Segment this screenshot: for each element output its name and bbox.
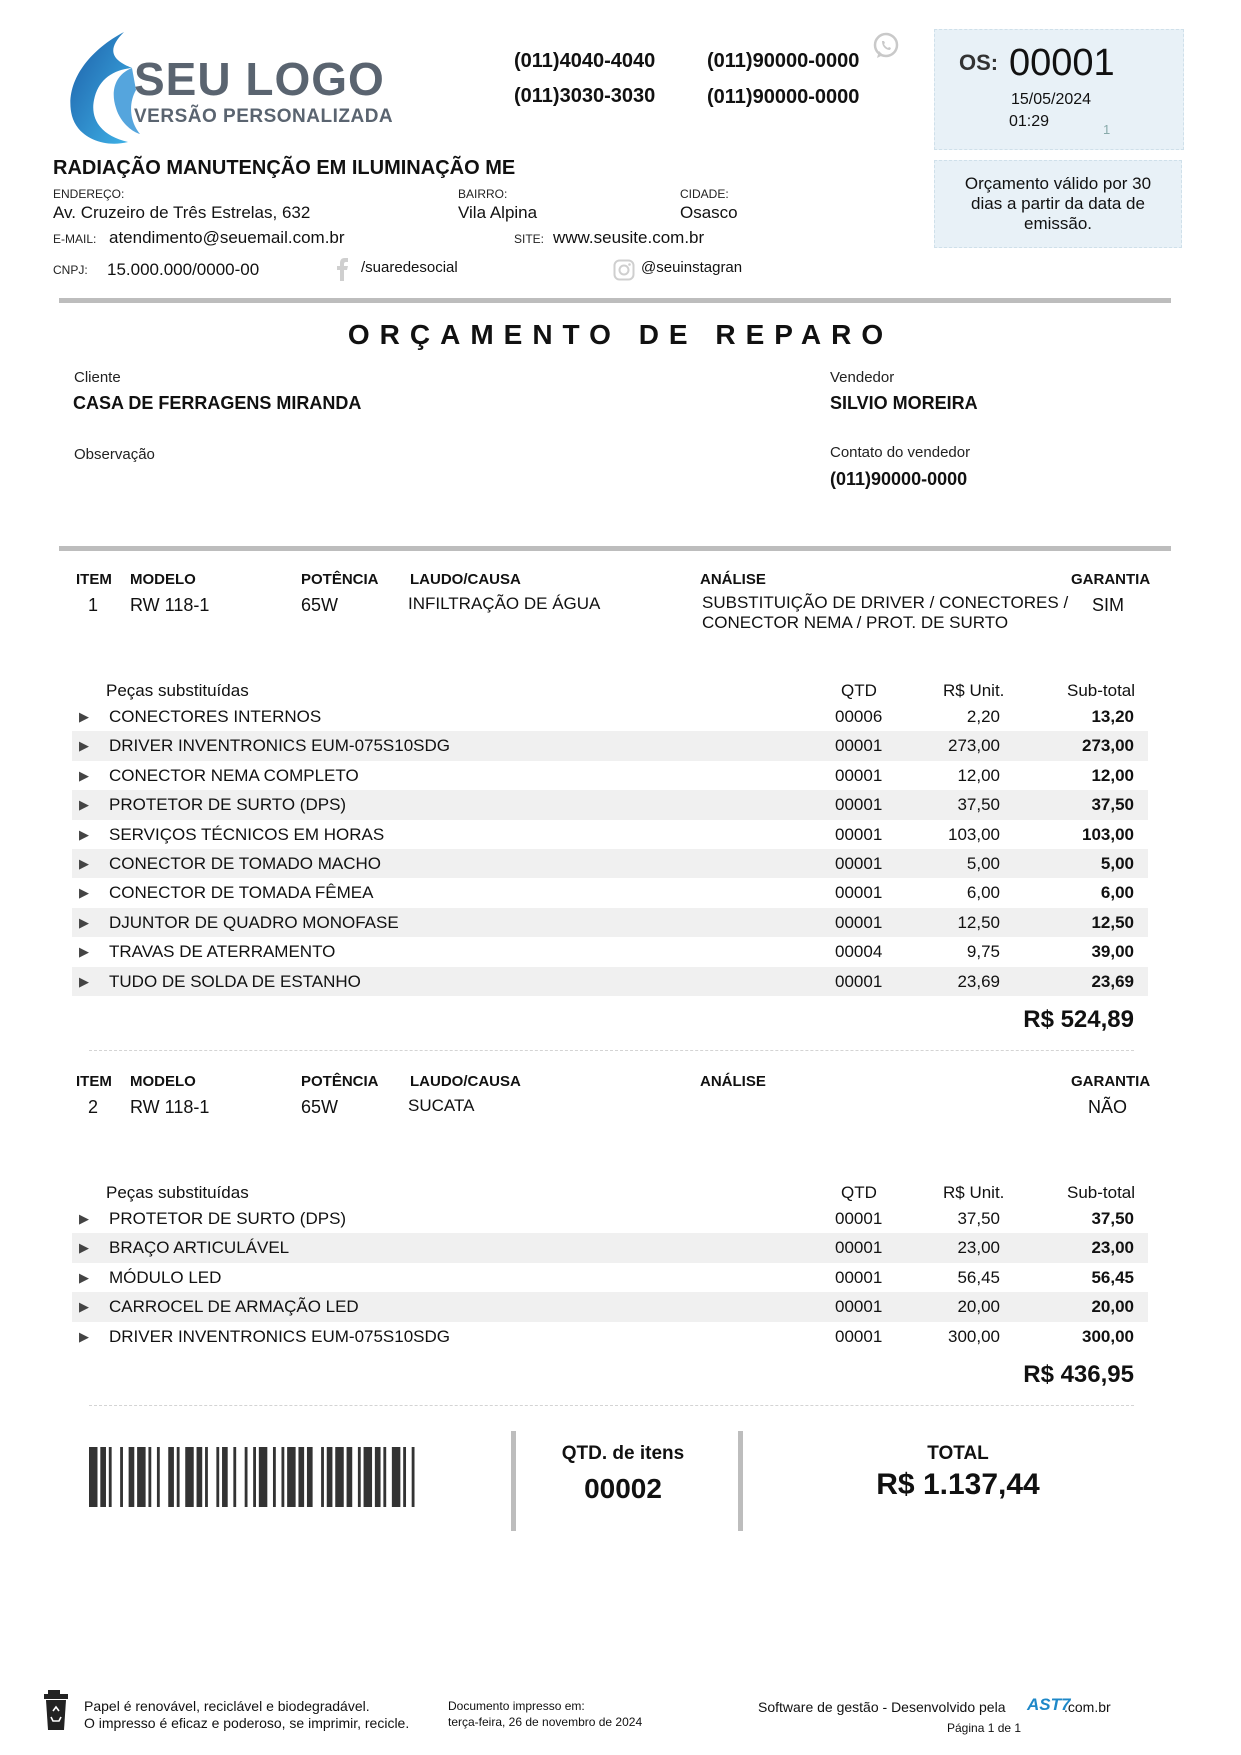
recycle-text-1: Papel é renovável, reciclável e biodegradável. — [84, 1698, 370, 1714]
col-item: ITEM — [76, 571, 112, 588]
parts-qty-header: QTD — [841, 1183, 877, 1202]
part-description: TRAVAS DE ATERRAMENTO — [109, 942, 336, 962]
part-qty: 00001 — [835, 795, 883, 815]
part-row — [72, 820, 1148, 849]
barcode-bar — [222, 1447, 228, 1507]
col-power: POTÊNCIA — [301, 571, 379, 588]
logo-swoosh — [66, 30, 142, 148]
part-row — [72, 702, 1148, 731]
item-separator — [89, 1050, 1134, 1051]
barcode-bar — [185, 1447, 193, 1507]
part-unit-price: 2,20 — [966, 707, 1000, 726]
barcode-bar — [273, 1447, 276, 1507]
os-number: 00001 — [1009, 42, 1115, 84]
barcode-bar — [347, 1447, 353, 1507]
row-arrow-icon: ▶ — [79, 944, 89, 960]
phone-4: (011)90000-0000 — [707, 86, 860, 108]
item-total: R$ 436,95 — [1023, 1361, 1134, 1388]
part-qty: 00001 — [835, 824, 883, 844]
summary-divider-right — [738, 1431, 743, 1531]
barcode-bar — [259, 1447, 267, 1507]
part-qty: 00001 — [835, 1267, 883, 1287]
col-item: ITEM — [76, 1073, 112, 1090]
item-cause: SUCATA — [408, 1096, 475, 1115]
item-warranty: NÃO — [1088, 1097, 1128, 1117]
parts-subtotal-header: Sub-total — [1067, 1183, 1136, 1202]
row-arrow-icon: ▶ — [79, 973, 89, 989]
part-qty: 00001 — [835, 765, 883, 785]
whatsapp-icon — [871, 31, 901, 61]
email-value: atendimento@seuemail.com.br — [109, 228, 345, 247]
part-row — [72, 1263, 1148, 1292]
part-subtotal: 13,20 — [1091, 707, 1134, 726]
parts-header: Peças substituídas — [106, 681, 249, 700]
recycle-bin-icon — [42, 1689, 70, 1731]
parts-list — [72, 1204, 1148, 1351]
part-row — [72, 908, 1148, 937]
barcode-bar — [307, 1447, 313, 1507]
row-arrow-icon: ▶ — [79, 914, 89, 930]
part-description: SERVIÇOS TÉCNICOS EM HORAS — [109, 824, 385, 844]
part-row — [72, 967, 1148, 996]
barcode-bar — [157, 1447, 160, 1507]
part-qty: 00001 — [835, 736, 883, 756]
row-arrow-icon: ▶ — [79, 797, 89, 813]
part-subtotal: 37,50 — [1091, 1209, 1134, 1228]
part-unit-price: 273,00 — [948, 736, 1000, 756]
barcode-bar — [233, 1447, 236, 1507]
part-row — [72, 790, 1148, 819]
part-unit-price: 12,00 — [957, 765, 1000, 785]
col-model: MODELO — [130, 1073, 196, 1090]
item-warranty: SIM — [1092, 595, 1125, 615]
part-description: DJUNTOR DE QUADRO MONOFASE — [109, 912, 399, 932]
summary-divider-left — [511, 1431, 516, 1531]
row-arrow-icon: ▶ — [79, 1240, 89, 1256]
barcode-bar — [412, 1447, 415, 1507]
barcode-bar — [100, 1447, 106, 1507]
instagram-handle: @seuinstagran — [641, 259, 743, 276]
item-analysis: SUBSTITUIÇÃO DE DRIVER / CONECTORES / CONECTOR NEMA / PROT. DE SURTO — [702, 593, 1069, 632]
part-row — [72, 937, 1148, 966]
barcode-bar — [321, 1447, 324, 1507]
part-row — [72, 849, 1148, 878]
row-arrow-icon: ▶ — [79, 885, 89, 901]
row-arrow-icon: ▶ — [79, 738, 89, 754]
grand-total-value: R$ 1.137,44 — [876, 1468, 1040, 1501]
part-unit-price: 23,69 — [957, 971, 1000, 991]
row-arrow-icon: ▶ — [79, 1299, 89, 1315]
row-arrow-icon: ▶ — [79, 709, 89, 724]
part-row — [72, 1292, 1148, 1321]
part-unit-price: 56,45 — [957, 1267, 1000, 1287]
district-label: BAIRRO: — [458, 187, 508, 201]
part-subtotal: 23,00 — [1091, 1238, 1134, 1258]
phone-1: (011)4040-4040 — [514, 50, 656, 72]
grand-total-label: TOTAL — [927, 1443, 989, 1464]
barcode-bar — [335, 1447, 343, 1507]
item-total: R$ 524,89 — [1023, 1006, 1134, 1033]
part-unit-price: 23,00 — [957, 1238, 1000, 1258]
col-power: POTÊNCIA — [301, 1073, 379, 1090]
document-title: ORÇAMENTO DE REPARO — [347, 319, 894, 350]
facebook-icon — [333, 257, 351, 281]
col-analysis: ANÁLISE — [700, 571, 766, 588]
divider-items — [59, 546, 1171, 551]
part-subtotal: 6,00 — [1100, 883, 1134, 903]
barcode-bar — [129, 1447, 135, 1507]
part-unit-price: 12,50 — [957, 912, 1000, 932]
barcode-bar — [137, 1447, 145, 1507]
item-model: RW 118-1 — [130, 595, 210, 615]
part-unit-price: 9,75 — [966, 942, 1000, 962]
parts-header: Peças substituídas — [106, 1183, 249, 1202]
part-qty: 00001 — [835, 912, 883, 932]
barcode-bar — [177, 1447, 180, 1507]
email-label: E-MAIL: — [53, 232, 97, 246]
part-qty: 00001 — [835, 1209, 883, 1228]
os-box — [934, 29, 1184, 150]
printed-label: Documento impresso em: — [448, 1699, 585, 1713]
site-value: www.seusite.com.br — [553, 228, 705, 247]
part-subtotal: 273,00 — [1082, 736, 1134, 756]
part-qty: 00001 — [835, 853, 883, 873]
part-row — [72, 1233, 1148, 1262]
barcode-bar — [109, 1447, 112, 1507]
part-qty: 00001 — [835, 883, 883, 903]
row-arrow-icon: ▶ — [79, 767, 89, 783]
parts-list — [72, 702, 1148, 996]
barcode-bar — [392, 1447, 400, 1507]
part-unit-price: 37,50 — [957, 795, 1000, 815]
barcode-bar — [216, 1447, 219, 1507]
part-subtotal: 103,00 — [1082, 824, 1134, 844]
logo-text: SEU LOGO — [134, 53, 385, 105]
parts-unit-header: R$ Unit. — [943, 1183, 1005, 1202]
part-unit-price: 20,00 — [957, 1297, 1000, 1317]
logo-subtitle: VERSÃO PERSONALIZADA — [134, 106, 394, 127]
part-description: PROTETOR DE SURTO (DPS) — [109, 795, 347, 815]
client-label: Cliente — [74, 369, 121, 386]
cnpj-label: CNPJ: — [53, 263, 88, 277]
part-qty: 00001 — [835, 1326, 883, 1346]
part-row — [72, 878, 1148, 907]
divider-top — [59, 298, 1171, 303]
district-value: Vila Alpina — [458, 203, 538, 222]
col-warranty: GARANTIA — [1071, 1073, 1151, 1090]
part-description: TUDO DE SOLDA DE ESTANHO — [109, 971, 361, 991]
part-unit-price: 300,00 — [948, 1326, 1000, 1346]
barcode-bar — [403, 1447, 406, 1507]
row-arrow-icon: ▶ — [79, 855, 89, 871]
row-arrow-icon: ▶ — [79, 1269, 89, 1285]
row-arrow-icon: ▶ — [79, 1328, 89, 1344]
part-description: CONECTOR NEMA COMPLETO — [109, 765, 359, 785]
software-credit: Software de gestão - Desenvolvido pela — [758, 1699, 1006, 1715]
barcode-bar — [120, 1447, 123, 1507]
part-subtotal: 300,00 — [1082, 1326, 1134, 1346]
printed-date: terça-feira, 26 de novembro de 2024 — [448, 1715, 643, 1729]
barcode-bar — [358, 1447, 361, 1507]
barcode-bar — [197, 1447, 203, 1507]
item-number: 1 — [88, 595, 99, 615]
col-warranty: GARANTIA — [1071, 571, 1151, 588]
seller-contact: (011)90000-0000 — [830, 469, 968, 489]
part-row — [72, 1204, 1148, 1233]
part-description: DRIVER INVENTRONICS EUM-075S10SDG — [109, 736, 451, 756]
phone-2: (011)3030-3030 — [514, 85, 656, 107]
item-power: 65W — [301, 595, 339, 615]
part-subtotal: 39,00 — [1091, 942, 1134, 962]
os-date: 15/05/2024 — [1011, 91, 1092, 108]
part-qty: 00001 — [835, 1238, 883, 1258]
item-separator — [89, 1405, 1134, 1406]
barcode-bar — [375, 1447, 381, 1507]
brand-domain[interactable]: .com.br — [1064, 1699, 1111, 1715]
parts-unit-header: R$ Unit. — [943, 681, 1005, 700]
city-value: Osasco — [680, 203, 738, 222]
facebook-handle: /suaredesocial — [361, 259, 458, 276]
notes-label: Observação — [74, 446, 155, 463]
part-description: CONECTORES INTERNOS — [109, 707, 322, 726]
part-unit-price: 6,00 — [966, 883, 1000, 903]
barcode-bar — [327, 1447, 333, 1507]
col-model: MODELO — [130, 571, 196, 588]
part-description: CONECTOR DE TOMADA FÊMEA — [109, 883, 374, 903]
client-name: CASA DE FERRAGENS MIRANDA — [73, 393, 362, 413]
barcode-bar — [245, 1447, 248, 1507]
seller-contact-label: Contato do vendedor — [830, 444, 971, 461]
item-model: RW 118-1 — [130, 1097, 210, 1117]
part-qty: 00006 — [835, 707, 883, 726]
part-description: CONECTOR DE TOMADO MACHO — [109, 853, 382, 873]
part-description: MÓDULO LED — [109, 1267, 222, 1287]
part-subtotal: 5,00 — [1100, 853, 1134, 873]
part-description: DRIVER INVENTRONICS EUM-075S10SDG — [109, 1326, 451, 1346]
part-qty: 00001 — [835, 1297, 883, 1317]
recycle-text-2: O impresso é eficaz e poderoso, se imprimir, recicle. — [84, 1715, 410, 1731]
site-label: SITE: — [514, 232, 545, 246]
barcode-bar — [253, 1447, 256, 1507]
os-small-mark: 1 — [1103, 122, 1111, 137]
barcode-bar — [168, 1447, 174, 1507]
item-cause: INFILTRAÇÃO DE ÁGUA — [408, 594, 601, 613]
part-unit-price: 5,00 — [966, 853, 1000, 873]
part-subtotal: 12,00 — [1091, 765, 1134, 785]
company-name: RADIAÇÃO MANUTENÇÃO EM ILUMINAÇÃO ME — [53, 157, 516, 179]
part-subtotal: 23,69 — [1091, 971, 1134, 991]
row-arrow-icon: ▶ — [79, 1211, 89, 1226]
barcode-bar — [89, 1447, 97, 1507]
validity-note: Orçamento válido por 30 dias a partir da data de emissão. — [934, 160, 1182, 248]
barcode-bar — [281, 1447, 284, 1507]
seller-label: Vendedor — [830, 369, 895, 386]
part-description: BRAÇO ARTICULÁVEL — [109, 1238, 290, 1258]
row-arrow-icon: ▶ — [79, 826, 89, 842]
parts-qty-header: QTD — [841, 681, 877, 700]
barcode-bar — [298, 1447, 304, 1507]
parts-subtotal-header: Sub-total — [1067, 681, 1136, 700]
phone-3: (011)90000-0000 — [707, 50, 860, 72]
part-description: PROTETOR DE SURTO (DPS) — [109, 1209, 347, 1228]
part-qty: 00001 — [835, 971, 883, 991]
item-number: 2 — [88, 1097, 99, 1117]
part-subtotal: 20,00 — [1091, 1297, 1134, 1317]
col-cause: LAUDO/CAUSA — [410, 1073, 521, 1090]
part-row — [72, 1322, 1148, 1351]
address-label: ENDEREÇO: — [53, 187, 125, 201]
seller-name: SILVIO MOREIRA — [830, 393, 978, 413]
barcode-bar — [364, 1447, 372, 1507]
page-indicator: Página 1 de 1 — [947, 1721, 1022, 1735]
part-unit-price: 103,00 — [948, 824, 1000, 844]
brand-logo[interactable]: AST7 — [1027, 1695, 1071, 1714]
cnpj-value: 15.000.000/0000-00 — [107, 260, 260, 279]
part-row — [72, 731, 1148, 760]
part-subtotal: 12,50 — [1091, 912, 1134, 932]
part-subtotal: 37,50 — [1091, 795, 1134, 815]
qty-items-value: 00002 — [584, 1473, 662, 1504]
part-description: CARROCEL DE ARMAÇÃO LED — [109, 1297, 359, 1317]
barcode-bar — [287, 1447, 295, 1507]
os-label: OS: — [959, 50, 999, 75]
city-label: CIDADE: — [680, 187, 729, 201]
qty-items-label: QTD. de itens — [561, 1443, 685, 1464]
part-qty: 00004 — [835, 942, 883, 962]
barcode-bar — [205, 1447, 208, 1507]
barcode-bar — [148, 1447, 151, 1507]
address-value: Av. Cruzeiro de Três Estrelas, 632 — [53, 203, 311, 222]
barcode — [89, 1447, 423, 1507]
col-cause: LAUDO/CAUSA — [410, 571, 521, 588]
col-analysis: ANÁLISE — [700, 1073, 766, 1090]
part-row — [72, 761, 1148, 790]
barcode-bar — [383, 1447, 386, 1507]
part-subtotal: 56,45 — [1091, 1267, 1134, 1287]
item-power: 65W — [301, 1097, 339, 1117]
instagram-icon — [613, 259, 635, 281]
os-time: 01:29 — [1009, 113, 1050, 130]
part-unit-price: 37,50 — [957, 1209, 1000, 1228]
